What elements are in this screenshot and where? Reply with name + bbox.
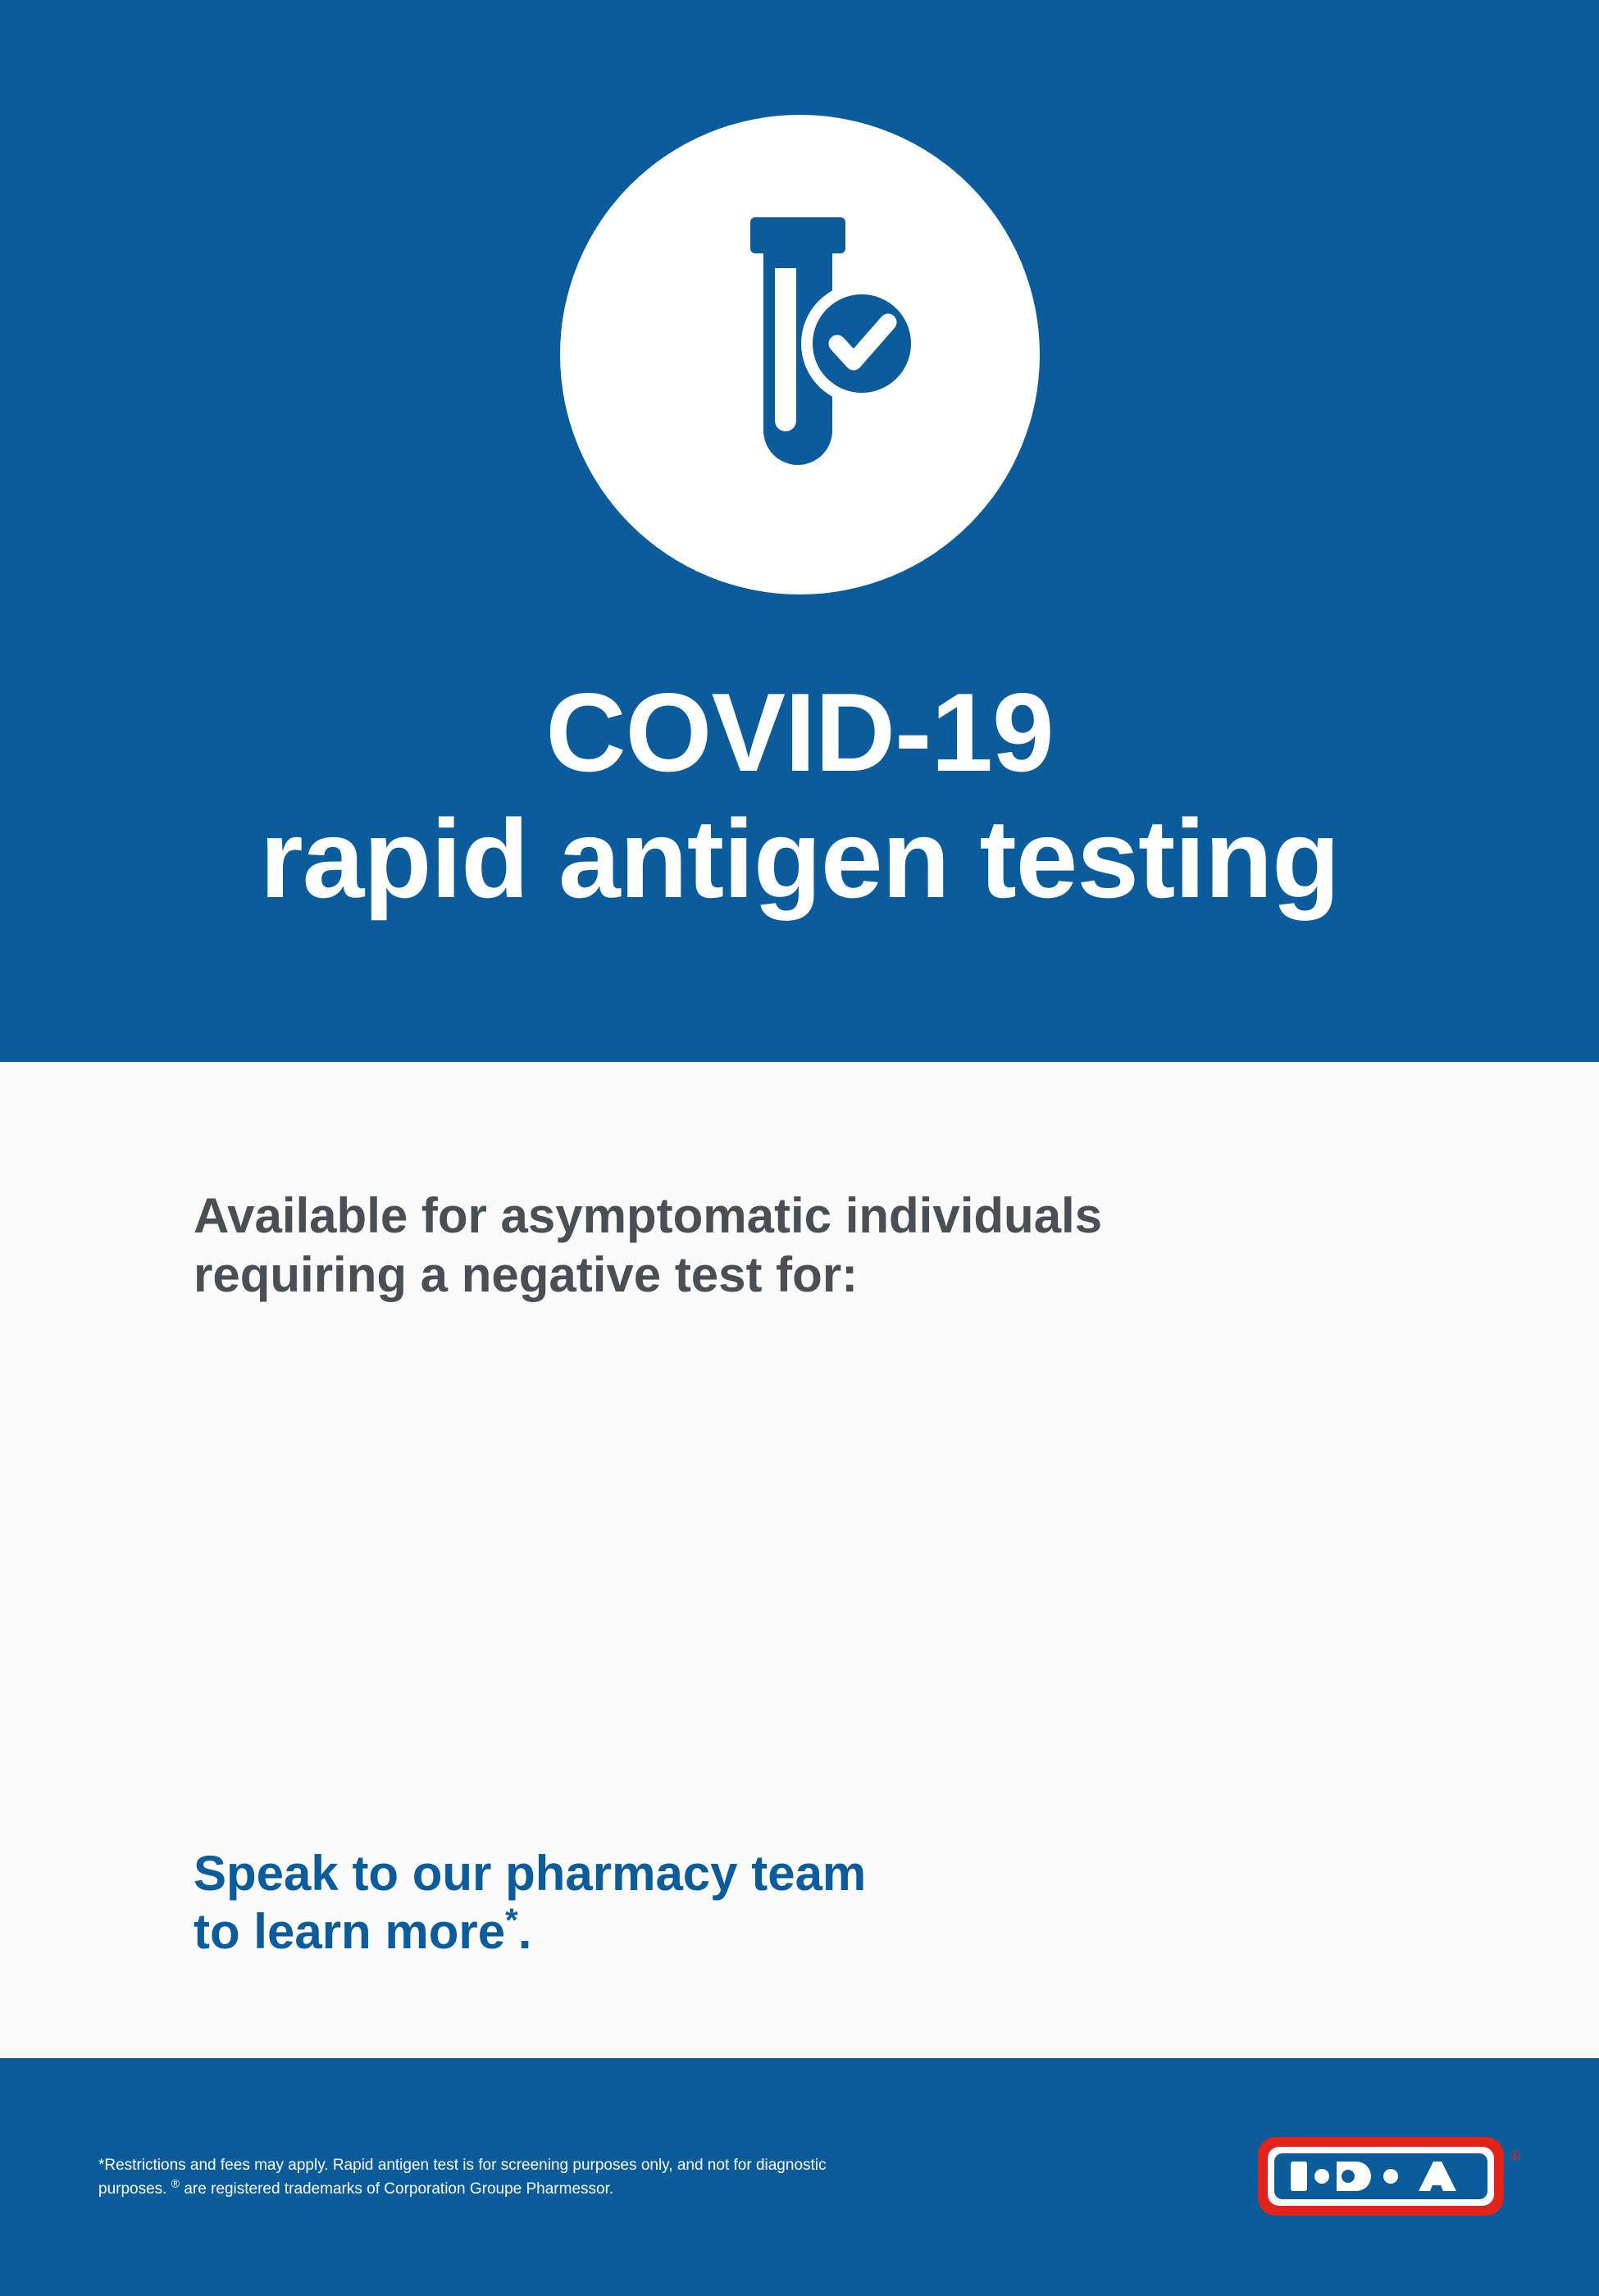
- test-tube-check-icon: [560, 115, 1040, 594]
- poster-header: [0, 0, 1599, 1062]
- title-line-1: COVID-19: [545, 670, 1054, 795]
- disclaimer-line-1: *Restrictions and fees may apply. Rapid antigen test is for screening purposes only, and not for diagnostic: [98, 2156, 827, 2174]
- lead-line-2: requiring a negative test for:: [194, 1247, 859, 1302]
- disclaimer-text: [98, 2153, 827, 2202]
- ida-registered-mark: ®: [1510, 2149, 1520, 2163]
- lead-line-1: Available for asymptomatic individuals: [194, 1188, 1103, 1243]
- call-to-action: [194, 1845, 866, 1961]
- cta-asterisk: *: [505, 1902, 518, 1939]
- cta-line-1: Speak to our pharmacy team: [194, 1846, 867, 1902]
- poster-footer: [0, 2058, 1599, 2296]
- cta-line-2: to learn more: [194, 1904, 506, 1960]
- poster-title: [259, 670, 1340, 922]
- cta-line-2-wrapper: to learn more*.: [194, 1902, 532, 1960]
- disclaimer-line-2-pre: purposes.: [98, 2180, 171, 2198]
- registered-mark: ®: [171, 2176, 180, 2190]
- disclaimer-line-2-post: are registered trademarks of Corporation Groupe Pharmessor.: [180, 2180, 614, 2198]
- ida-pharmacy-logo: [1242, 2128, 1533, 2226]
- title-line-2: rapid antigen testing: [259, 796, 1340, 922]
- lead-paragraph: [194, 1187, 1405, 1305]
- disclaimer-line-2: [98, 2177, 827, 2201]
- poster-body: [0, 1062, 1599, 2058]
